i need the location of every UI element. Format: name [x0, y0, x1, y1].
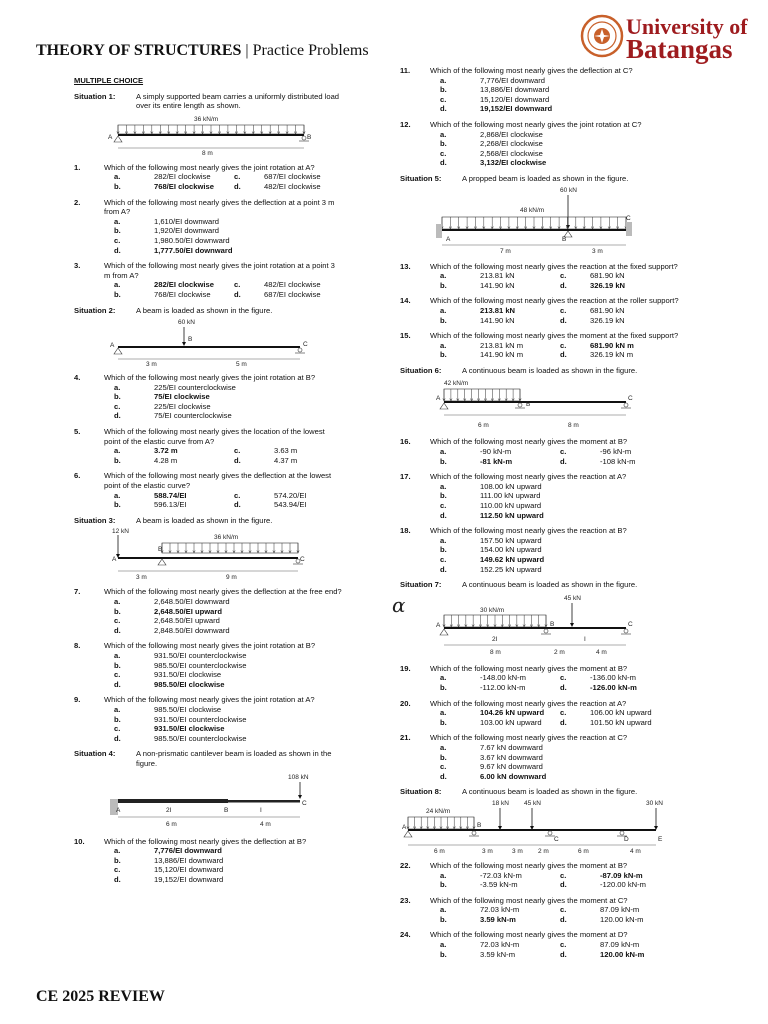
question-10: 10. Which of the following most nearly gives the deflection at B? a. 7,776/EI downward b. 13,886/EI downward c. 15,120/EI downward d. 19,152/EI downward: [74, 836, 307, 884]
svg-text:4 m: 4 m: [596, 648, 607, 656]
question-6: 6. Which of the following most nearly gives the deflection at the lowest point of the elastic curve? a. 588.74/EI c. 574.20/EI b. 596.13/EI d. 543.94/EI: [74, 471, 332, 510]
question-17: 17. Which of the following most nearly gives the reaction at A? a. 108.00 kN upward b. 111.00 kN upward c. 110.00 kN upward d. 112.50 kN upward: [400, 472, 627, 520]
svg-text:8 m: 8 m: [568, 422, 579, 430]
figure-situation-4: [74, 769, 342, 831]
section-heading: MULTIPLE CHOICE: [74, 76, 144, 85]
right-column: [392, 66, 682, 959]
svg-text:E: E: [658, 835, 663, 843]
svg-text:B: B: [188, 336, 193, 344]
university-name-line2: Batangas: [626, 34, 733, 64]
svg-text:A: A: [116, 806, 121, 814]
question-21: 21. Which of the following most nearly gives the reaction at C? a. 7.67 kN downward b. 3.67 kN downward c. 9.67 kN downward d. 6.00 kN downward: [400, 733, 628, 781]
figure-situation-8: [400, 797, 682, 855]
question-8: 8. Which of the following most nearly gives the joint rotation at B? a. 931.50/EI counterclockwise b. 985.50/EI counterclockwise c. 931.50/EI clockwise d. 985.50/EI clockwise: [74, 641, 316, 689]
footer-label: CE 2025 REVIEW: [36, 988, 165, 1005]
svg-text:B: B: [158, 546, 163, 554]
svg-text:B: B: [526, 401, 531, 409]
university-name-line1: University of: [626, 14, 748, 39]
question-3: 3. Which of the following most nearly gives the joint rotation at a point 3 m from A? a. 282/EI clockwise c. 482/EI clockwise b. 768/EI clockwise d. 687/EI clockwise: [74, 261, 335, 299]
svg-text:4 m: 4 m: [260, 820, 271, 828]
svg-text:3 m: 3 m: [592, 247, 603, 255]
page-title: THEORY OF STRUCTURES | Practice Problems: [36, 42, 369, 59]
svg-text:42 kN/m: 42 kN/m: [444, 380, 469, 388]
svg-text:9 m: 9 m: [226, 574, 237, 582]
svg-text:8 m: 8 m: [202, 149, 213, 157]
svg-text:A: A: [110, 342, 115, 350]
question-16: 16. Which of the following most nearly gives the moment at B? a. -90 kN-m c. -96 kN-m b. -81 kN-m d. -108 kN-m: [400, 437, 636, 466]
question-18: 18. Which of the following most nearly gives the reaction at B? a. 157.50 kN upward b. 154.00 kN upward c. 149.62 kN upward d. 152.25 kN upward: [400, 526, 627, 574]
question-14: 14. Which of the following most nearly gives the reaction at the roller support? a. 213.81 kN c. 681.90 kN b. 141.90 kN d. 326.19 kN: [400, 296, 679, 325]
question-7: 7. Which of the following most nearly gives the deflection at the free end? a. 2,648.50/EI downward b. 2,648.50/EI upward c. 2,648.50/EI upward d. 2,848.50/EI downward: [74, 587, 342, 635]
svg-text:C: C: [303, 341, 308, 349]
svg-text:6 m: 6 m: [478, 422, 489, 430]
svg-text:6 m: 6 m: [166, 820, 177, 828]
situation-6: Situation 6: A continuous beam is loaded as shown in the figure.: [400, 365, 638, 375]
question-12: 12. Which of the following most nearly gives the joint rotation at C? a. 2,868/EI clockwise b. 2,268/EI clockwise c. 2,568/EI clockwise d. 3,132/EI clockwise: [400, 119, 642, 168]
figure-situation-3: [74, 525, 342, 581]
svg-text:2I: 2I: [492, 635, 498, 643]
svg-text:A: A: [436, 395, 441, 403]
question-1: 1. Which of the following most nearly gives the joint rotation at A? a. 282/EI clockwise c. 687/EI clockwise b. 768/EI clockwise d. 482/EI clockwise: [74, 162, 321, 191]
svg-text:60 kN: 60 kN: [560, 186, 577, 194]
figure-situation-7: [392, 590, 682, 658]
svg-text:3 m: 3 m: [512, 847, 523, 855]
question-13: 13. Which of the following most nearly gives the reaction at the fixed support? a. 213.81 kN c. 681.90 kN b. 141.90 kN d. 326.19 kN: [400, 261, 678, 290]
situation-1: Situation 1: A simply supported beam carries a uniformly distributed load over its entire length as shown.: [74, 91, 340, 111]
question-2: 2. Which of the following most nearly gives the deflection at a point 3 m from A? a. 1,610/EI downward b. 1,920/EI downward c. 1,980.50/EI downward d. 1,777.50/EI downward: [74, 197, 335, 255]
svg-text:B: B: [307, 133, 312, 141]
svg-text:B: B: [550, 620, 555, 628]
svg-text:30 kN/m: 30 kN/m: [480, 606, 505, 614]
svg-text:I: I: [584, 635, 586, 643]
svg-text:45 kN: 45 kN: [524, 799, 541, 807]
university-seal-icon: [580, 14, 624, 58]
question-20: 20. Which of the following most nearly gives the reaction at A? a. 104.26 kN upward c. 106.00 kN upward b. 103.00 kN upward d. 101.50 kN upward: [400, 698, 652, 727]
situation-8: Situation 8: A continuous beam is loaded as shown in the figure.: [400, 787, 638, 797]
svg-text:7 m: 7 m: [500, 247, 511, 255]
svg-text:B: B: [224, 806, 229, 814]
svg-text:I: I: [260, 806, 262, 814]
svg-text:8 m: 8 m: [490, 648, 501, 656]
svg-text:60 kN: 60 kN: [178, 319, 195, 327]
svg-text:C: C: [300, 556, 305, 564]
svg-text:A: A: [108, 133, 113, 141]
svg-text:6 m: 6 m: [578, 847, 589, 855]
svg-text:2I: 2I: [166, 806, 172, 814]
svg-text:2 m: 2 m: [554, 648, 565, 656]
question-23: 23. Which of the following most nearly gives the moment at C? a. 72.03 kN-m c. 87.09 kN-m b. 3.59 kN-m d. 120.00 kN-m: [400, 895, 644, 924]
svg-text:12 kN: 12 kN: [112, 528, 129, 536]
svg-text:36 kN/m: 36 kN/m: [194, 115, 219, 123]
svg-text:2 m: 2 m: [538, 847, 549, 855]
question-22: 22. Which of the following most nearly gives the moment at B? a. -72.03 kN-m c. -87.09 kN-m b. -3.59 kN-m d. -120.00 kN-m: [400, 860, 647, 890]
figure-situation-6: [400, 375, 682, 431]
figure-situation-2: [74, 315, 342, 367]
question-5: 5. Which of the following most nearly gives the location of the lowest point of the elastic curve from A? a. 3.72 m c. 3.63 m b. 4.28 m d. 4.37 m: [74, 427, 325, 465]
svg-text:36 kN/m: 36 kN/m: [214, 534, 239, 542]
svg-text:30 kN: 30 kN: [646, 799, 663, 807]
svg-text:3 m: 3 m: [482, 847, 493, 855]
svg-text:A: A: [446, 235, 451, 243]
svg-text:3 m: 3 m: [146, 361, 157, 369]
figure-situation-5: [400, 184, 682, 256]
svg-text:C: C: [302, 799, 307, 807]
svg-text:C: C: [628, 620, 633, 628]
svg-text:B: B: [562, 235, 567, 243]
handwritten-mark: α: [392, 592, 406, 617]
situation-7: Situation 7: A continuous beam is loaded as shown in the figure.: [400, 580, 638, 590]
svg-text:C: C: [626, 214, 631, 222]
svg-text:C: C: [554, 835, 559, 843]
question-24: 24. Which of the following most nearly gives the moment at D? a. 72.03 kN-m c. 87.09 kN-m b. 3.59 kN-m d. 120.00 kN-m: [400, 930, 645, 959]
situation-2: Situation 2: A beam is loaded as shown in the figure.: [74, 305, 273, 315]
svg-text:6 m: 6 m: [434, 847, 445, 855]
question-4: 4. Which of the following most nearly gives the joint rotation at B? a. 225/EI counterclockwise b. 75/EI clockwise c. 225/EI clockwise d. 75/EI counterclockwise: [74, 373, 316, 421]
situation-3: Situation 3: A beam is loaded as shown in the figure.: [74, 515, 273, 525]
svg-text:C: C: [628, 395, 633, 403]
svg-text:18 kN: 18 kN: [492, 799, 509, 807]
svg-text:24 kN/m: 24 kN/m: [426, 807, 451, 815]
svg-text:D: D: [624, 835, 629, 843]
svg-text:45 kN: 45 kN: [564, 594, 581, 602]
situation-4: Situation 4: A non-prismatic cantilever beam is loaded as shown in the figure.: [74, 749, 332, 768]
svg-text:3 m: 3 m: [136, 574, 147, 582]
svg-text:108 kN: 108 kN: [288, 773, 309, 781]
left-column: [74, 72, 342, 884]
question-11: 11. Which of the following most nearly gives the deflection at C? a. 7,776/EI downward b. 13,886/EI downward c. 15,120/EI downward d. 19,152/EI downward: [400, 66, 633, 114]
svg-text:48 kN/m: 48 kN/m: [520, 206, 545, 214]
svg-text:5 m: 5 m: [236, 361, 247, 369]
svg-text:A: A: [112, 556, 117, 564]
figure-situation-1: [74, 111, 342, 157]
question-15: 15. Which of the following most nearly gives the moment at the fixed support? a. 213.81 kN m c. 681.90 kN m b. 141.90 kN m d. 326.19 kN m: [400, 331, 679, 360]
svg-text:4 m: 4 m: [630, 847, 641, 855]
svg-text:A: A: [402, 823, 407, 831]
svg-text:B: B: [477, 821, 482, 829]
question-19: 19. Which of the following most nearly gives the moment at B? a. -148.00 kN-m c. -136.00 kN-m b. -112.00 kN-m d. -126.00 kN-m: [400, 663, 637, 692]
svg-text:A: A: [436, 621, 441, 629]
situation-5: Situation 5: A propped beam is loaded as shown in the figure.: [400, 173, 629, 183]
question-9: 9. Which of the following most nearly gives the joint rotation at A? a. 985.50/EI clockwise b. 931.50/EI counterclockwise c. 931.50/EI clockwise d. 985.50/EI counterclockwise: [74, 695, 315, 743]
